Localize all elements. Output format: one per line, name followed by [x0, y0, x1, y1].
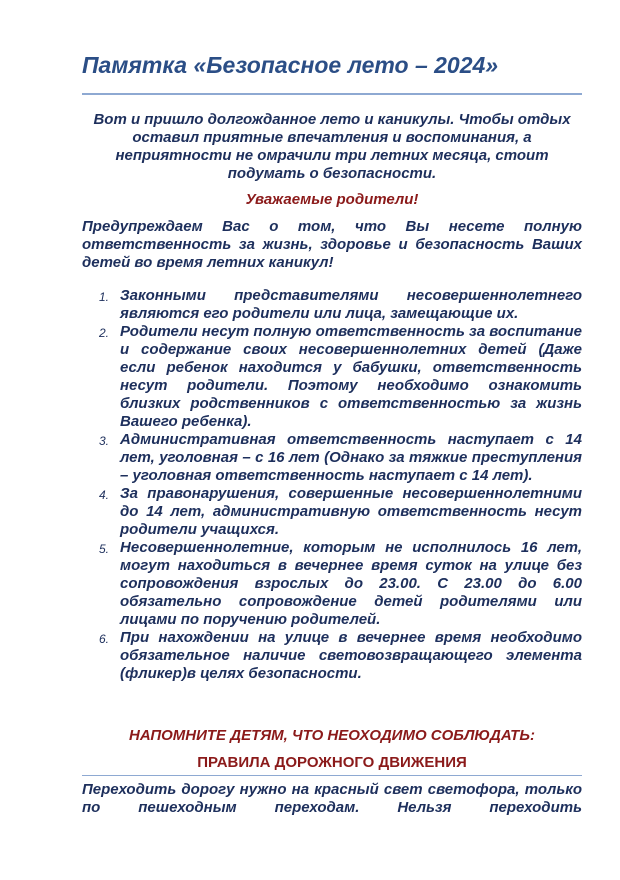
list-item-text: Законными представителями несовершеннолетнего являются его родители или лица, замещающие их.	[120, 287, 582, 322]
rules-list	[82, 287, 582, 683]
list-item-text: При нахождении на улице в вечернее время необходимо обязательное наличие световозвращающего элемента (фликер)в целях безопасности.	[120, 629, 582, 682]
remind-children-heading: НАПОМНИТЕ ДЕТЯМ, ЧТО НЕОХОДИМО СОБЛЮДАТЬ:	[129, 727, 535, 744]
list-item-text: Административная ответственность наступает с 14 лет, уголовная – с 16 лет (Однако за тяжкие преступления – уголовная ответственность наступает с 14 лет).	[120, 431, 582, 484]
list-item-number: 5.	[99, 542, 110, 556]
list-item-number: 6.	[99, 632, 110, 646]
list-item-text: За правонарушения, совершенные несовершеннолетними до 14 лет, административную ответственность несут родители учащихся.	[120, 485, 582, 538]
responsibility-warning: Предупреждаем Вас о том, что Вы несете полную ответственность за жизнь, здоровье и безопасность Ваших детей во время летних каникул!	[82, 218, 582, 271]
list-item	[82, 629, 582, 683]
list-item-number: 1.	[99, 290, 110, 304]
heading-underline	[82, 775, 582, 776]
list-item-number: 2.	[99, 326, 110, 340]
intro-paragraph: Вот и пришло долгожданное лето и каникулы. Чтобы отдых оставил приятные впечатления и воспоминания, а неприятности не омрачили три летних месяца, стоит подумать о безопасности.	[93, 111, 571, 182]
list-item-number: 3.	[99, 434, 110, 448]
list-item	[82, 287, 582, 323]
parents-greeting: Уважаемые родители!	[245, 191, 419, 208]
list-item	[82, 539, 582, 629]
list-item-number: 4.	[99, 488, 110, 502]
crossing-paragraph: Переходить дорогу нужно на красный свет светофора, только по пешеходным переходам. Нельзя переходить	[82, 781, 582, 816]
list-item-text: Родители несут полную ответственность за воспитание и содержание своих несовершеннолетних детей (Даже если ребенок находится у бабушки, ответственность несут родители. Поэтому необходимо ознакомить близких родственников с ответственностью за жизнь Вашего ребенка).	[120, 323, 582, 430]
list-item	[82, 431, 582, 485]
title-underline	[82, 93, 582, 95]
traffic-rules-heading: ПРАВИЛА ДОРОЖНОГО ДВИЖЕНИЯ	[197, 754, 467, 771]
list-item	[82, 485, 582, 539]
list-item-text: Несовершеннолетние, которым не исполнилось 16 лет, могут находиться в вечернее время суток на улице без сопровождения взрослых до 23.00. С 23.00 до 6.00 обязательно сопровождение детей родителями или лицами по поручению родителей.	[120, 539, 582, 628]
document-title: Памятка «Безопасное лето – 2024»	[82, 52, 499, 78]
list-item	[82, 323, 582, 431]
